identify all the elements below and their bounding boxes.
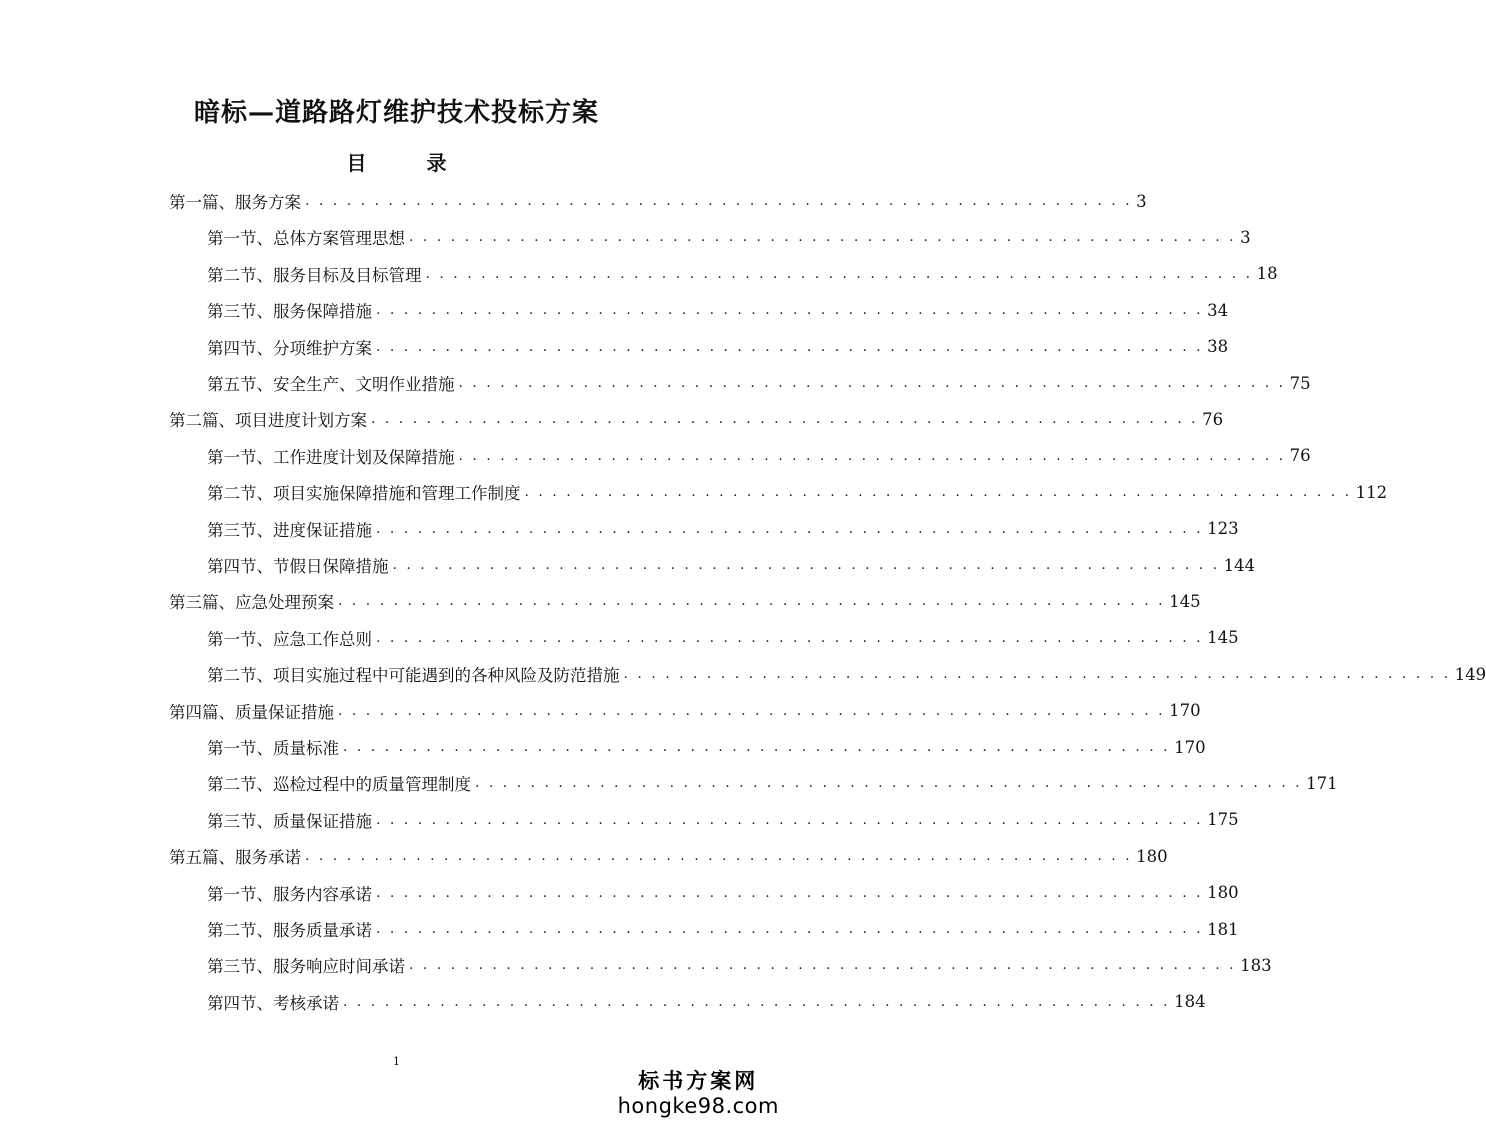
toc-page-number: 171 bbox=[1306, 773, 1338, 793]
toc-page-number: 112 bbox=[1355, 482, 1388, 502]
toc-entry-title: 第三节、进度保证措施 bbox=[207, 520, 372, 540]
toc-entry-title: 第四节、节假日保障措施 bbox=[207, 557, 389, 576]
toc-page-number: 34 bbox=[1207, 300, 1229, 320]
toc-dot-leader: . . . . . . . . . . . . . . . . . . . . . . . . . . . . . . . . . . . . . . . . . . . . . . . . . . . . . . . . . . . . bbox=[376, 921, 1204, 937]
toc-section-entry[interactable] bbox=[207, 620, 1239, 656]
toc-section-entry[interactable] bbox=[207, 802, 1239, 838]
toc-entry-title: 第三节、服务响应时间承诺 bbox=[207, 957, 405, 977]
page-number: 1 bbox=[393, 1055, 400, 1068]
toc-part-entry[interactable] bbox=[169, 183, 1147, 219]
toc-entry-title: 第二篇、项目进度计划方案 bbox=[169, 411, 367, 431]
toc-page-number: 180 bbox=[1207, 883, 1239, 903]
toc-dot-leader: . . . . . . . . . . . . . . . . . . . . . . . . . . . . . . . . . . . . . . . . . . . . . . . . . . . . . . . . . . . . bbox=[338, 702, 1166, 719]
toc-section-entry[interactable] bbox=[207, 474, 1388, 510]
watermark-url: hongke98.com bbox=[617, 1094, 779, 1118]
toc-page-number: 145 bbox=[1207, 628, 1239, 648]
toc-page-number: 123 bbox=[1207, 519, 1239, 539]
toc-dot-leader: . . . . . . . . . . . . . . . . . . . . . . . . . . . . . . . . . . . . . . . . . . . . . . . . . . . . . . . . . . . . bbox=[409, 957, 1237, 974]
toc-entry-title: 第二节、项目实施过程中可能遇到的各种风险及防范措施 bbox=[207, 666, 620, 686]
toc-entry-title: 第一节、总体方案管理思想 bbox=[207, 229, 405, 249]
toc-section-entry[interactable] bbox=[207, 438, 1311, 474]
toc-page-number: 76 bbox=[1202, 409, 1224, 429]
toc-dot-leader: . . . . . . . . . . . . . . . . . . . . . . . . . . . . . . . . . . . . . . . . . . . . . . . . . . . . . . . . . . . . bbox=[376, 302, 1204, 319]
toc-page-number: 76 bbox=[1289, 446, 1311, 466]
toc-page-number: 180 bbox=[1136, 846, 1168, 866]
toc-page-number: 145 bbox=[1169, 591, 1201, 611]
toc-entry-title: 第四节、考核承诺 bbox=[207, 993, 339, 1013]
toc-section-entry[interactable] bbox=[207, 256, 1278, 292]
toc-entry-title: 第一篇、服务方案 bbox=[169, 193, 301, 212]
toc-page-number: 3 bbox=[1136, 191, 1147, 211]
toc-dot-leader: . . . . . . . . . . . . . . . . . . . . . . . . . . . . . . . . . . . . . . . . . . . . . . . . . . . . . . . . . . . . bbox=[376, 338, 1204, 355]
toc-page-number: 18 bbox=[1256, 264, 1278, 284]
toc-dot-leader: . . . . . . . . . . . . . . . . . . . . . . . . . . . . . . . . . . . . . . . . . . . . . . . . . . . . . . . . . . . . bbox=[376, 811, 1204, 828]
toc-heading: 目 录 bbox=[346, 151, 467, 175]
toc-dot-leader: . . . . . . . . . . . . . . . . . . . . . . . . . . . . . . . . . . . . . . . . . . . . . . . . . . . . . . . . . . . . bbox=[475, 775, 1303, 792]
toc-page-number: 149 bbox=[1454, 664, 1486, 684]
toc-section-entry[interactable] bbox=[207, 875, 1239, 911]
toc-dot-leader: . . . . . . . . . . . . . . . . . . . . . . . . . . . . . . . . . . . . . . . . . . . . . . . . . . . . . . . . . . . . bbox=[343, 739, 1171, 755]
toc-entry-title: 第五篇、服务承诺 bbox=[169, 848, 301, 868]
toc-section-entry[interactable] bbox=[207, 911, 1239, 947]
toc-part-entry[interactable] bbox=[169, 583, 1201, 619]
toc-section-entry[interactable] bbox=[207, 365, 1311, 401]
toc-page-number: 75 bbox=[1289, 373, 1311, 393]
toc-dot-leader: . . . . . . . . . . . . . . . . . . . . . . . . . . . . . . . . . . . . . . . . . . . . . . . . . . . . . . . . . . . . bbox=[338, 593, 1166, 610]
toc-page-number: 38 bbox=[1207, 337, 1229, 357]
toc-entry-title: 第一节、工作进度计划及保障措施 bbox=[207, 447, 455, 467]
toc-dot-leader: . . . . . . . . . . . . . . . . . . . . . . . . . . . . . . . . . . . . . . . . . . . . . . . . . . . . . . . . . . . . bbox=[458, 375, 1286, 391]
toc-dot-leader: . . . . . . . . . . . . . . . . . . . . . . . . . . . . . . . . . . . . . . . . . . . . . . . . . . . . . . . . . . . . bbox=[343, 993, 1171, 1010]
toc-dot-leader: . . . . . . . . . . . . . . . . . . . . . . . . . . . . . . . . . . . . . . . . . . . . . . . . . . . . . . . . . . . . bbox=[371, 411, 1199, 428]
toc-dot-leader: . . . . . . . . . . . . . . . . . . . . . . . . . . . . . . . . . . . . . . . . . . . . . . . . . . . . . . . . . . . . bbox=[409, 229, 1237, 246]
toc-section-entry[interactable] bbox=[207, 547, 1256, 583]
toc-dot-leader: . . . . . . . . . . . . . . . . . . . . . . . . . . . . . . . . . . . . . . . . . . . . . . . . . . . . . . . . . . . . bbox=[376, 520, 1204, 537]
toc-page-number: 184 bbox=[1174, 992, 1206, 1012]
toc-dot-leader: . . . . . . . . . . . . . . . . . . . . . . . . . . . . . . . . . . . . . . . . . . . . . . . . . . . . . . . . . . . . bbox=[458, 447, 1286, 464]
toc-entry-title: 第五节、安全生产、文明作业措施 bbox=[207, 375, 455, 394]
toc-section-entry[interactable] bbox=[207, 219, 1251, 255]
toc-entry-title: 第三节、服务保障措施 bbox=[207, 302, 372, 322]
toc-entry-title: 第一节、质量标准 bbox=[207, 739, 339, 758]
toc-section-entry[interactable] bbox=[207, 729, 1206, 765]
toc-dot-leader: . . . . . . . . . . . . . . . . . . . . . . . . . . . . . . . . . . . . . . . . . . . . . . . . . . . . . . . . . . . . bbox=[392, 557, 1220, 573]
toc-section-entry[interactable] bbox=[207, 656, 1486, 692]
toc-entry-title: 第四篇、质量保证措施 bbox=[169, 702, 334, 722]
toc-page-number: 183 bbox=[1240, 955, 1272, 975]
toc-page-number: 144 bbox=[1223, 555, 1256, 575]
toc-page-number: 175 bbox=[1207, 810, 1239, 830]
toc-part-entry[interactable] bbox=[169, 838, 1168, 874]
toc-entry-title: 第一节、应急工作总则 bbox=[207, 629, 372, 649]
toc-entry-title: 第二节、服务质量承诺 bbox=[207, 921, 372, 940]
toc-dot-leader: . . . . . . . . . . . . . . . . . . . . . . . . . . . . . . . . . . . . . . . . . . . . . . . . . . . . . . . . . . . . bbox=[305, 848, 1133, 865]
toc-section-entry[interactable] bbox=[207, 984, 1206, 1020]
toc-section-entry[interactable] bbox=[207, 292, 1229, 328]
toc-dot-leader: . . . . . . . . . . . . . . . . . . . . . . . . . . . . . . . . . . . . . . . . . . . . . . . . . . . . . . . . . . . . bbox=[305, 193, 1133, 209]
toc-part-entry[interactable] bbox=[169, 693, 1201, 729]
toc-section-entry[interactable] bbox=[207, 765, 1338, 801]
watermark-name: 标书方案网 bbox=[638, 1069, 759, 1093]
toc-entry-title: 第二节、项目实施保障措施和管理工作制度 bbox=[207, 484, 521, 504]
toc-page-number: 181 bbox=[1207, 919, 1239, 939]
toc-entry-title: 第一节、服务内容承诺 bbox=[207, 884, 372, 904]
toc-part-entry[interactable] bbox=[169, 401, 1224, 437]
watermark-logo bbox=[618, 1068, 779, 1118]
toc-section-entry[interactable] bbox=[207, 511, 1239, 547]
toc-dot-leader: . . . . . . . . . . . . . . . . . . . . . . . . . . . . . . . . . . . . . . . . . . . . . . . . . . . . . . . . . . . . bbox=[425, 265, 1253, 282]
toc-section-entry[interactable] bbox=[207, 329, 1229, 365]
toc-entry-title: 第二节、巡检过程中的质量管理制度 bbox=[207, 775, 471, 795]
toc-page-number: 3 bbox=[1240, 227, 1251, 247]
document-title: 暗标—道路路灯维护技术投标方案 bbox=[193, 98, 599, 128]
toc-page-number: 170 bbox=[1174, 737, 1206, 757]
toc-dot-leader: . . . . . . . . . . . . . . . . . . . . . . . . . . . . . . . . . . . . . . . . . . . . . . . . . . . . . . . . . . . . bbox=[623, 666, 1451, 683]
toc-entry-title: 第三篇、应急处理预案 bbox=[169, 593, 334, 613]
toc-entry-title: 第四节、分项维护方案 bbox=[207, 338, 372, 358]
toc-entry-title: 第二节、服务目标及目标管理 bbox=[207, 265, 422, 285]
toc-dot-leader: . . . . . . . . . . . . . . . . . . . . . . . . . . . . . . . . . . . . . . . . . . . . . . . . . . . . . . . . . . . . bbox=[524, 484, 1352, 501]
toc-dot-leader: . . . . . . . . . . . . . . . . . . . . . . . . . . . . . . . . . . . . . . . . . . . . . . . . . . . . . . . . . . . . bbox=[376, 884, 1204, 901]
toc-entry-title: 第三节、质量保证措施 bbox=[207, 811, 372, 831]
toc-dot-leader: . . . . . . . . . . . . . . . . . . . . . . . . . . . . . . . . . . . . . . . . . . . . . . . . . . . . . . . . . . . . bbox=[376, 629, 1204, 646]
toc-page-number: 170 bbox=[1169, 701, 1201, 721]
toc-section-entry[interactable] bbox=[207, 947, 1272, 983]
